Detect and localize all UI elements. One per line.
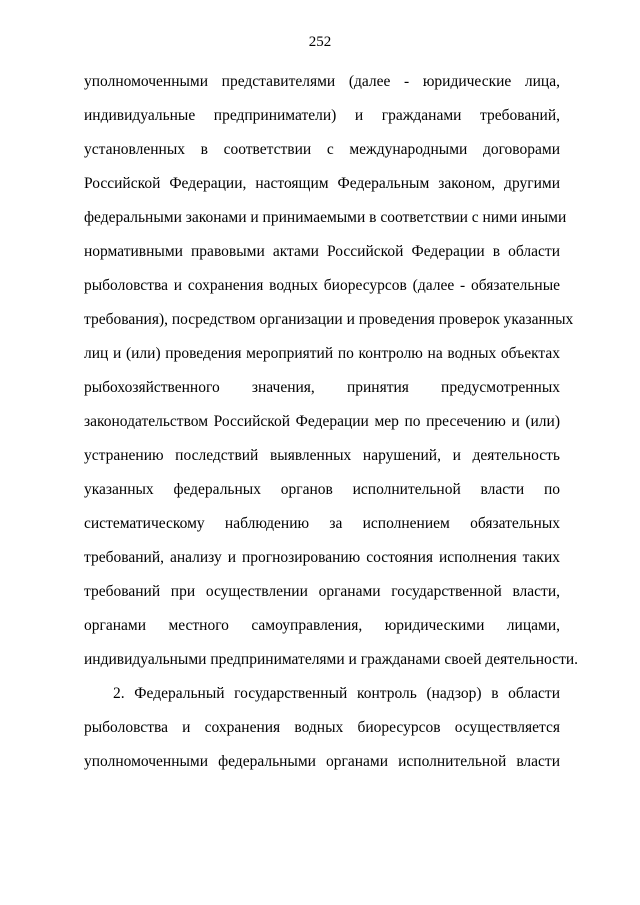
- text-line: нормативными правовыми актами Российской Федерации в области: [84, 243, 560, 260]
- text-line: органами местного самоуправления, юридическими лицами,: [84, 617, 560, 634]
- text-line: уполномоченными федеральными органами исполнительной власти: [84, 753, 560, 770]
- text-line: рыбохозяйственного значения, принятия предусмотренных: [84, 379, 560, 396]
- text-line: индивидуальные предприниматели) и гражданами требований,: [84, 107, 560, 124]
- text-line: устранению последствий выявленных нарушений, и деятельность: [84, 447, 560, 464]
- text-line: установленных в соответствии с международными договорами: [84, 141, 560, 158]
- text-line: лиц и (или) проведения мероприятий по контролю на водных объектах: [84, 345, 560, 362]
- paragraph-last-line: индивидуальными предпринимателями и гражданами своей деятельности.: [84, 651, 579, 668]
- text-line: рыболовства и сохранения водных биоресурсов осуществляется: [84, 719, 560, 736]
- paragraph-first-line: 2. Федеральный государственный контроль (надзор) в области: [113, 685, 560, 702]
- text-line: Российской Федерации, настоящим Федеральным законом, другими: [84, 175, 560, 192]
- text-line: указанных федеральных органов исполнительной власти по: [84, 481, 560, 498]
- text-line: федеральными законами и принимаемыми в соответствии с ними иными: [84, 209, 567, 226]
- text-line: требований, анализу и прогнозированию состояния исполнения таких: [84, 549, 560, 566]
- text-line: требований при осуществлении органами государственной власти,: [84, 583, 560, 600]
- text-line: законодательством Российской Федерации мер по пресечению и (или): [84, 413, 560, 430]
- text-line: рыболовства и сохранения водных биоресурсов (далее - обязательные: [84, 277, 560, 294]
- text-line: уполномоченными представителями (далее - юридические лица,: [84, 73, 560, 90]
- page-number: 252: [308, 34, 332, 50]
- text-line: требования), посредством организации и проведения проверок указанных: [84, 311, 574, 328]
- text-line: систематическому наблюдению за исполнением обязательных: [84, 515, 560, 532]
